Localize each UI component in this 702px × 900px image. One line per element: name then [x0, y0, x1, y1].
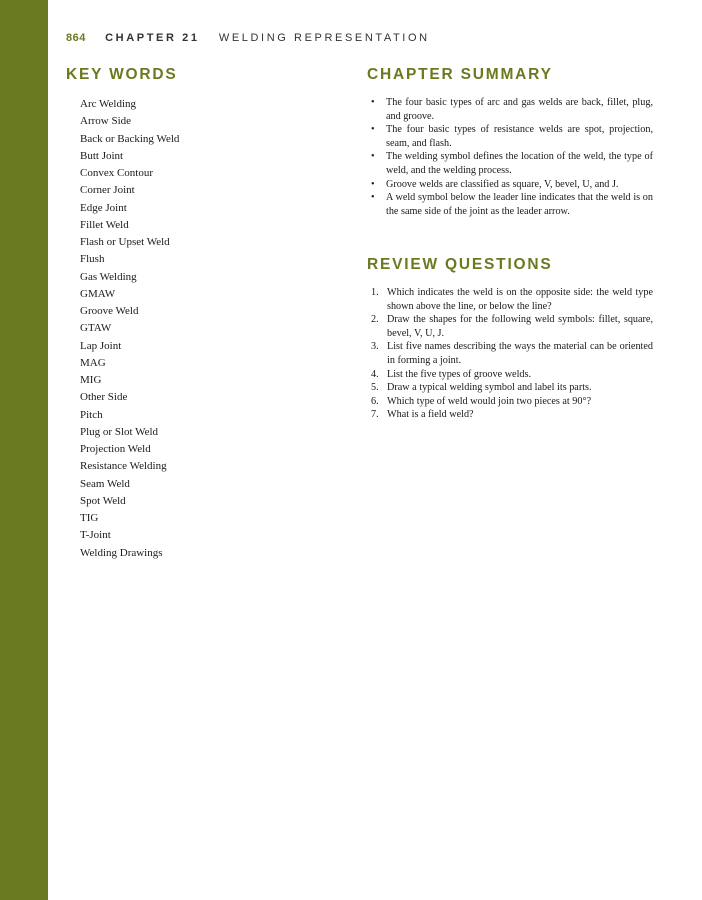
question-text: Which type of weld would join two pieces at 90°? — [387, 395, 592, 407]
question-text: What is a field weld? — [387, 409, 474, 421]
chapter-label: CHAPTER 21 — [105, 32, 200, 44]
key-word-item: Projection Weld — [80, 443, 151, 455]
key-word-item: Edge Joint — [80, 201, 127, 214]
chapter-summary-list — [371, 96, 653, 218]
key-words-list — [80, 96, 179, 562]
page-number: 864 — [66, 32, 86, 44]
key-word-item: GTAW — [80, 322, 112, 335]
chapter-summary-heading: CHAPTER SUMMARY — [367, 66, 553, 83]
question-number: 7. — [371, 409, 379, 421]
question-text: List the five types of groove welds. — [387, 368, 532, 380]
review-questions-heading: REVIEW QUESTIONS — [367, 256, 553, 273]
summary-bullet: • A weld symbol below the leader line indicates that the weld is on the same side of the joint as the leader arrow. — [371, 191, 653, 218]
question-text: List five names describing the ways the material can be oriented in forming a joint. — [387, 341, 653, 366]
key-word-item: GMAW — [80, 287, 116, 300]
question-text: Draw the shapes for the following weld symbols: fillet, square, bevel, V, U, J. — [387, 314, 653, 339]
question-number: 4. — [371, 368, 379, 380]
review-question — [371, 408, 653, 422]
key-word-item: Resistance Welding — [80, 460, 167, 473]
key-word-item: Butt Joint — [80, 149, 124, 162]
key-word-item: Corner Joint — [80, 184, 135, 197]
key-word-item: Arc Welding — [80, 98, 137, 110]
key-word-item: Seam Weld — [80, 477, 130, 490]
key-word-item: Other Side — [80, 391, 128, 404]
key-word-item: Welding Drawings — [80, 546, 163, 559]
key-word-item: MAG — [80, 356, 106, 369]
review-questions-list — [371, 286, 653, 422]
key-word-item: Flash or Upset Weld — [80, 236, 170, 248]
chapter-title: WELDING REPRESENTATION — [218, 32, 430, 44]
review-question — [371, 381, 653, 395]
summary-bullet: • The four basic types of resistance welds are spot, projection, seam, and flash. — [371, 123, 653, 150]
key-word-item: Groove Weld — [80, 305, 139, 317]
key-word-item: TIG — [80, 512, 99, 524]
question-text: Which indicates the weld is on the opposite side: the weld type shown above the line, or below the line? — [387, 287, 653, 312]
running-header — [66, 32, 430, 44]
key-word-item: Arrow Side — [80, 115, 132, 128]
key-word-item: Spot Weld — [80, 494, 126, 507]
review-question — [371, 368, 653, 382]
key-word-item: Convex Contour — [80, 167, 154, 179]
key-word-item: Fillet Weld — [80, 218, 129, 231]
key-word-item: T-Joint — [80, 529, 111, 542]
summary-bullet: • The welding symbol defines the location of the weld, the type of weld, and the welding process. — [371, 150, 653, 177]
question-number: 1. — [371, 287, 379, 298]
review-question — [371, 340, 653, 367]
key-word-item: Gas Welding — [80, 270, 137, 283]
question-number: 6. — [371, 395, 379, 407]
key-word-item: MIG — [80, 374, 102, 386]
question-number: 5. — [371, 382, 379, 394]
key-words-heading: KEY WORDS — [66, 66, 178, 83]
question-number: 3. — [371, 341, 379, 353]
review-question — [371, 395, 653, 409]
summary-bullet: • The four basic types of arc and gas welds are back, fillet, plug, and groove. — [371, 96, 653, 123]
key-word-item: Pitch — [80, 408, 103, 421]
question-text: Draw a typical welding symbol and label its parts. — [387, 382, 592, 394]
side-color-band — [0, 0, 48, 900]
key-word-item: Flush — [80, 253, 105, 266]
key-word-item: Plug or Slot Weld — [80, 425, 159, 438]
summary-bullet: • Groove welds are classified as square, V, bevel, U, and J. — [371, 178, 653, 192]
question-number: 2. — [371, 314, 379, 326]
review-question — [371, 286, 653, 313]
key-word-item: Lap Joint — [80, 339, 122, 352]
key-word-item: Back or Backing Weld — [80, 132, 180, 145]
review-question — [371, 313, 653, 340]
